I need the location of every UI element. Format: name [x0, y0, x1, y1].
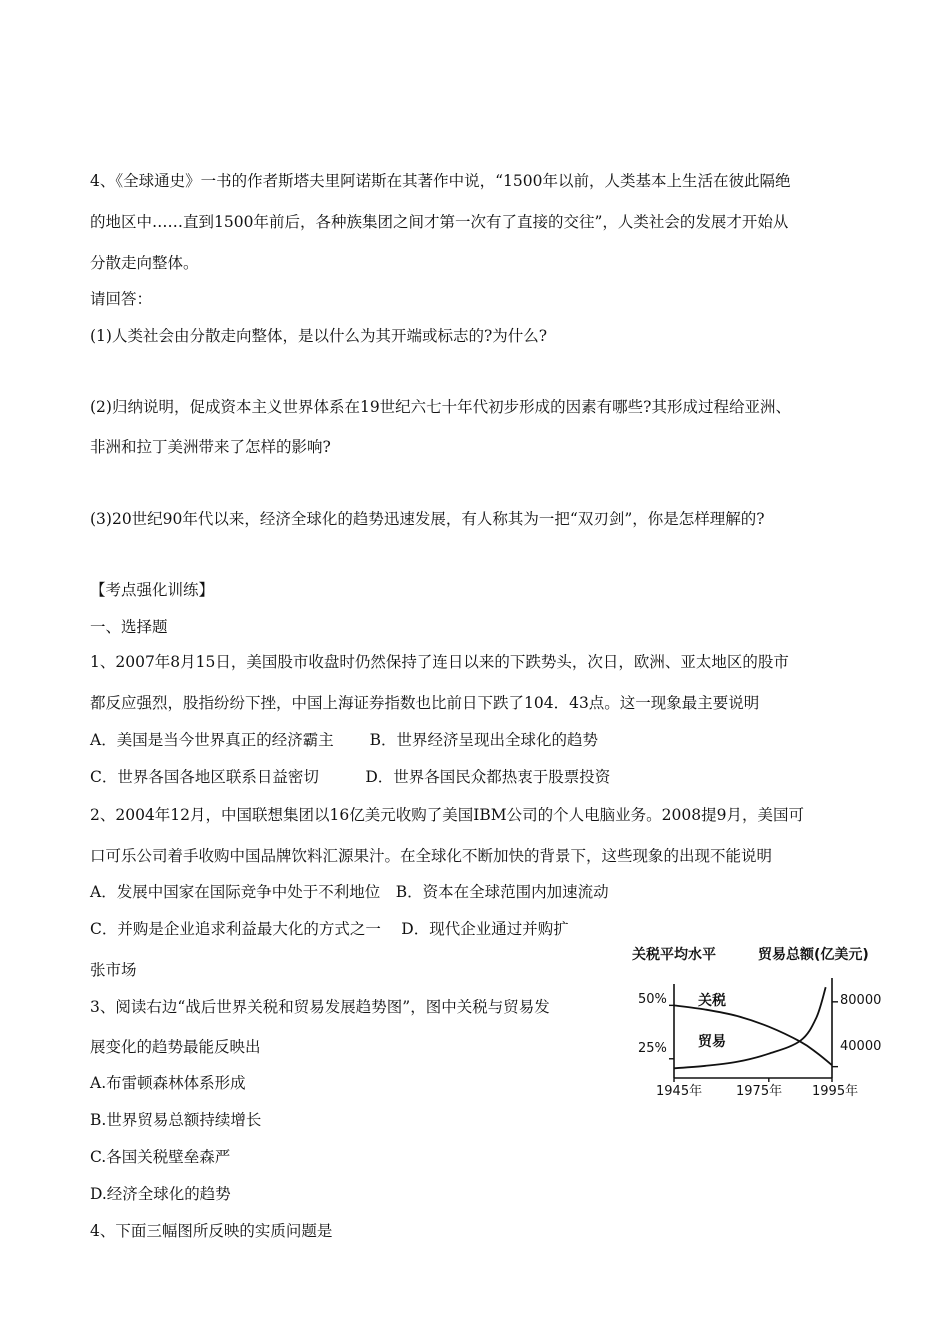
mc1-stem-line-1: 1、2007年8月15日，美国股市收盘时仍然保持了连日以来的下跌势头，次日，欧洲、亚太地区的股市: [90, 653, 789, 671]
q4-sub2-line-1: (2)归纳说明，促成资本主义世界体系在19世纪六七十年代初步形成的因素有哪些?其形成过程给亚洲、: [90, 398, 791, 416]
q4-intro-line-2: 的地区中……直到1500年前后，各种族集团之间才第一次有了直接的交往”，人类社会的发展才开始从: [90, 213, 789, 231]
section-heading: 【考点强化训练】: [90, 581, 215, 599]
x-tick-1975: 1975年: [736, 1084, 783, 1098]
mc1-options-ab: A．美国是当今世界真正的经济霸主 B．世界经济呈现出全球化的趋势: [90, 731, 599, 749]
mc2-options-cd-cont: 张市场: [90, 961, 137, 979]
right-tick-80000: 80000: [840, 993, 882, 1008]
series-label-trade: 贸易: [698, 1034, 726, 1050]
right-axis-label: 贸易总额(亿美元): [758, 947, 869, 963]
left-tick-25: 25%: [638, 1041, 667, 1056]
q4-intro-line-1: 4、《全球通史》一书的作者斯塔夫里阿诺斯在其著作中说，“1500年以前，人类基本上生活在彼此隔绝: [90, 172, 791, 190]
left-tick-50: 50%: [638, 992, 667, 1007]
section-part: 一、选择题: [90, 618, 168, 636]
mc4-stem: 4、下面三幅图所反映的实质问题是: [90, 1222, 333, 1240]
q4-sub2-line-2: 非洲和拉丁美洲带来了怎样的影响?: [90, 438, 331, 456]
mc2-stem-line-2: 口可乐公司着手收购中国品牌饮料汇源果汁。在全球化不断加快的背景下，这些现象的出现不能说明: [90, 847, 773, 865]
x-tick-1995: 1995年: [812, 1084, 859, 1098]
mc3-stem-line-2: 展变化的趋势最能反映出: [90, 1038, 261, 1056]
mc3-stem-line-1: 3、阅读右边“战后世界关税和贸易发展趋势图”，图中关税与贸易发: [90, 998, 550, 1016]
tariff-trade-chart: [632, 938, 894, 1098]
q4-sub3: (3)20世纪90年代以来，经济全球化的趋势迅速发展，有人称其为一把“双刃剑”，你是怎样理解的?: [90, 510, 765, 528]
series-label-tariff: 关税: [698, 993, 726, 1009]
right-tick-40000: 40000: [840, 1039, 882, 1054]
mc3-option-c: C.各国关税壁垒森严: [90, 1148, 231, 1166]
mc3-option-d: D.经济全球化的趋势: [90, 1185, 231, 1203]
q4-sub1: (1)人类社会由分散走向整体，是以什么为其开端或标志的?为什么?: [90, 327, 548, 345]
mc3-option-a: A.布雷顿森林体系形成: [90, 1074, 246, 1092]
x-tick-1945: 1945年: [656, 1084, 703, 1098]
left-axis-label: 关税平均水平: [632, 947, 716, 963]
q4-prompt: 请回答：: [90, 290, 153, 308]
series-line-trade: [674, 987, 826, 1068]
mc2-stem-line-1: 2、2004年12月，中国联想集团以16亿美元收购了美国IBM公司的个人电脑业务。2008提9月，美国可: [90, 806, 804, 824]
mc1-stem-line-2: 都反应强烈，股指纷纷下挫，中国上海证券指数也比前日下跌了104．43点。这一现象最主要说明: [90, 694, 760, 712]
mc2-options-ab: A．发展中国家在国际竞争中处于不利地位 B．资本在全球范围内加速流动: [90, 883, 609, 901]
mc3-option-b: B.世界贸易总额持续增长: [90, 1111, 262, 1129]
mc1-options-cd: C．世界各国各地区联系日益密切 D．世界各国民众都热衷于股票投资: [90, 768, 611, 786]
q4-intro-line-3: 分散走向整体。: [90, 254, 199, 272]
mc2-options-cd: C．并购是企业追求利益最大化的方式之一 D．现代企业通过并购扩: [90, 920, 569, 938]
